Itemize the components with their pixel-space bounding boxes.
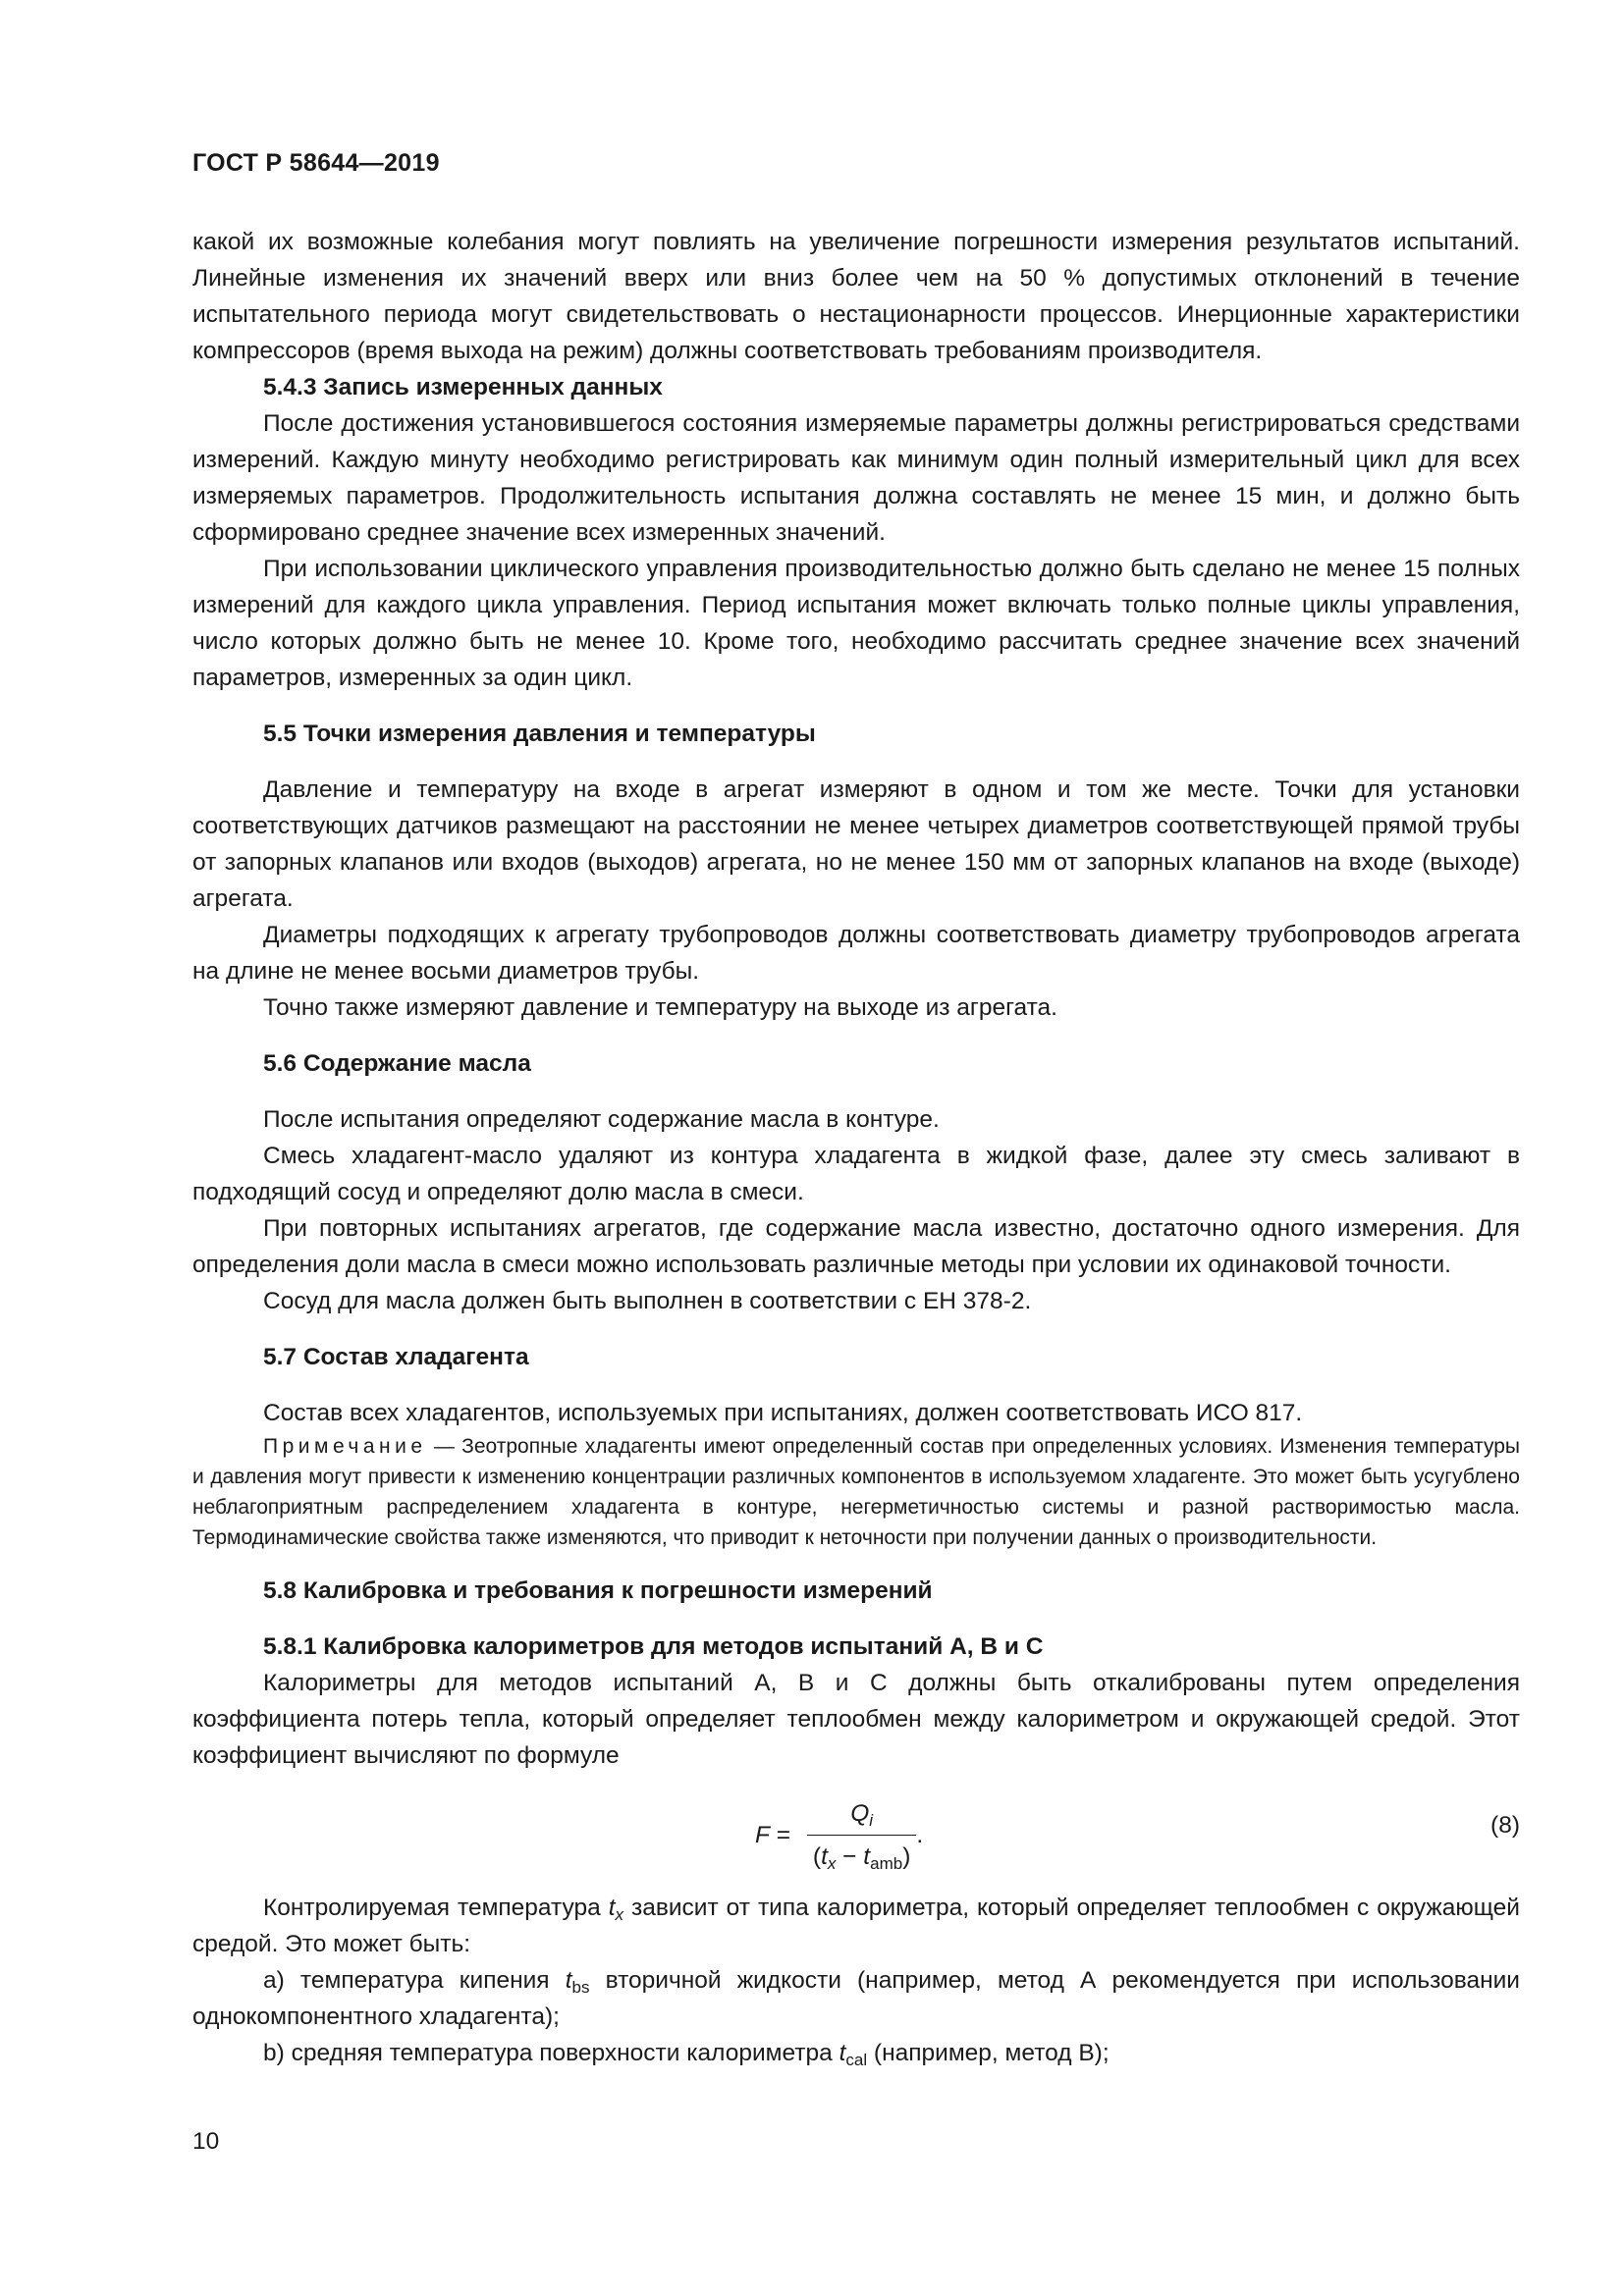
paragraph: Сосуд для масла должен быть выполнен в соответствии с ЕН 378-2. bbox=[263, 1288, 1032, 1314]
text-run: (например, метод В); bbox=[867, 2040, 1110, 2066]
den-var-2: t bbox=[863, 1843, 871, 1870]
section-heading-5-5: 5.5 Точки измерения давления и температуры bbox=[263, 721, 816, 747]
list-item-b bbox=[192, 2035, 1520, 2071]
formula-lhs: F bbox=[755, 1822, 770, 1848]
equation-number: (8) bbox=[1490, 1812, 1520, 1839]
math-var: t bbox=[839, 2040, 846, 2066]
text-run: вторичной жидкости (например, метод А рекомендуется при использовании однокомпонентного хладагента); bbox=[192, 1967, 1520, 2030]
page-body bbox=[192, 224, 1520, 2071]
list-item-a bbox=[192, 1962, 1520, 2035]
paragraph: При повторных испытаниях агрегатов, где содержание масла известно, достаточно одного измерения. Для определения доли масла в смеси можно использовать различные методы при условии их одинаковой точности. bbox=[192, 1215, 1520, 1278]
document-id: ГОСТ Р 58644—2019 bbox=[192, 149, 440, 177]
math-sub: cal bbox=[845, 2051, 868, 2069]
paragraph: Калориметры для методов испытаний А, В и С должны быть откалиброваны путем определения коэффициента потерь тепла, который определяет теплообмен между калориметром и окружающей средой. Этот коэффициент вычисляют по формуле bbox=[192, 1670, 1520, 1769]
text-run: Контролируемая температура bbox=[263, 1895, 609, 1921]
den-open: ( bbox=[812, 1843, 822, 1870]
paragraph: какой их возможные колебания могут повлиять на увеличение погрешности измерения результатов испытаний. Линейные изменения их значений вверх или вниз более чем на 50 % допустимых отклонений в течение испытательного периода могут свидетельствовать о нестационарности процессов. Инерционные характеристики компрессоров (время выхода на режим) должны соответствовать требованиям производителя. bbox=[192, 229, 1520, 364]
formula-denominator bbox=[807, 1835, 916, 1875]
den-sub-2: amb bbox=[870, 1854, 903, 1873]
text-run: зависит от типа калориметра, который определяет теплообмен с окружающей средой. Это может быть: bbox=[192, 1895, 1520, 1957]
section-heading-5-7: 5.7 Состав хладагента bbox=[263, 1344, 529, 1370]
formula-numerator bbox=[837, 1795, 887, 1835]
formula-equals: = bbox=[769, 1822, 797, 1848]
paragraph: При использовании циклического управления производительностью должно быть сделано не менее 15 полных измерений для каждого цикла управления. Период испытания может включать только полные циклы управления, число которых должно быть не менее 10. Кроме того, необходимо рассчитать среднее значение всех значений параметров, измеренных за один цикл. bbox=[192, 556, 1520, 691]
note-label: Примечание bbox=[263, 1435, 427, 1458]
document-page bbox=[192, 0, 1520, 2296]
formula-fraction bbox=[807, 1795, 916, 1875]
den-sub-1: x bbox=[827, 1854, 837, 1873]
text-run: a) температура кипения bbox=[263, 1967, 566, 1994]
math-sub: bs bbox=[571, 1978, 590, 1997]
numerator-var: Q bbox=[850, 1800, 870, 1827]
paragraph: Смесь хладагент-масло удаляют из контура хладагента в жидкой фазе, далее эту смесь заливают в подходящий сосуд и определяют долю масла в смеси. bbox=[192, 1143, 1520, 1205]
subsection-heading-5-4-3: 5.4.3 Запись измеренных данных bbox=[263, 374, 663, 400]
paragraph: Состав всех хладагентов, используемых при испытаниях, должен соответствовать ИСО 817. bbox=[263, 1400, 1303, 1426]
text-run: b) средняя температура поверхности калориметра bbox=[263, 2040, 839, 2066]
formula-8 bbox=[192, 1786, 1520, 1880]
paragraph: Точно также измеряют давление и температуру на выходе из агрегата. bbox=[263, 994, 1057, 1021]
paragraph: Давление и температуру на входе в агрегат измеряют в одном и том же месте. Точки для установки соответствующих датчиков размещают на расстоянии не менее четырех диаметров соответствующей прямой трубы от запорных клапанов или входов (выходов) агрегата, но не менее 150 мм от запорных клапанов на входе (выходе) агрегата. bbox=[192, 776, 1520, 912]
section-heading-5-8: 5.8 Калибровка и требования к погрешности измерений bbox=[263, 1577, 933, 1604]
section-heading-5-6: 5.6 Содержание масла bbox=[263, 1050, 531, 1077]
formula-end: . bbox=[916, 1822, 924, 1848]
paragraph: Диаметры подходящих к агрегату трубопроводов должны соответствовать диаметру трубопроводов агрегата на длине не менее восьми диаметров трубы. bbox=[192, 922, 1520, 985]
math-sub: x bbox=[615, 1905, 624, 1924]
den-close: ) bbox=[902, 1843, 911, 1870]
page-number: 10 bbox=[192, 2128, 220, 2155]
formula-expression bbox=[755, 1795, 923, 1875]
math-var: t bbox=[608, 1895, 616, 1921]
paragraph: После достижения установившегося состояния измеряемые параметры должны регистрироваться средствами измерений. Каждую минуту необходимо регистрировать как минимум один полный измерительный цикл для всех измеряемых параметров. Продолжительность испытания должна составлять не менее 15 мин, и должно быть сформировано среднее значение всех измеренных значений. bbox=[192, 410, 1520, 546]
paragraph: После испытания определяют содержание масла в контуре. bbox=[263, 1106, 940, 1133]
math-var: t bbox=[565, 1967, 572, 1994]
den-minus: − bbox=[836, 1843, 864, 1870]
subsection-heading-5-8-1: 5.8.1 Калибровка калориметров для методов испытаний А, В и С bbox=[263, 1633, 1044, 1660]
note-block bbox=[192, 1431, 1520, 1553]
paragraph bbox=[192, 1890, 1520, 1962]
numerator-sub: i bbox=[869, 1811, 874, 1830]
den-var-1: t bbox=[821, 1843, 828, 1870]
note-text: — Зеотропные хладагенты имеют определенный состав при определенных условиях. Изменения температуры и давления могут привести к изменению концентрации различных компонентов в используемом хладагенте. Это может быть усугублено неблагоприятным распределением хладагента в контуре, негерметичностью системы и разной растворимостью масла. Термодинамические свойства также изменяются, что приводит к неточности при получении данных о производительности. bbox=[192, 1435, 1520, 1549]
